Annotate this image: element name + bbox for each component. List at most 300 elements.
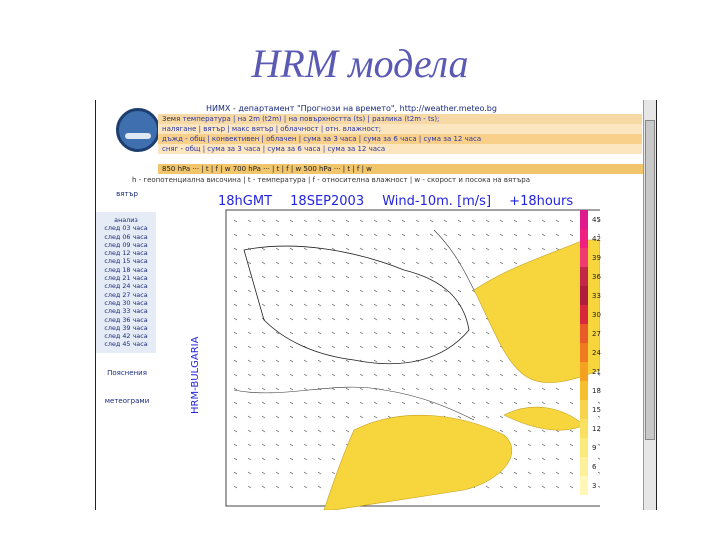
wind-arrow	[248, 472, 251, 474]
wind-arrow	[360, 388, 363, 390]
forecast-time-link[interactable]: след 27 часа	[104, 290, 148, 299]
wind-arrow	[290, 444, 293, 446]
wind-arrow	[346, 332, 349, 334]
color-scale-label: 36	[592, 272, 601, 281]
wind-arrow	[416, 332, 419, 334]
wind-arrow	[514, 430, 517, 432]
wind-arrow	[388, 248, 391, 250]
wind-arrow	[556, 472, 559, 474]
wind-arrow	[514, 234, 517, 236]
wind-arrow	[304, 472, 307, 474]
wind-arrow	[416, 374, 419, 376]
sidebar-head: вятър	[116, 190, 138, 198]
wind-arrow	[500, 486, 503, 488]
menu-row-surface[interactable]	[158, 114, 642, 124]
menu-row-text[interactable]: дъжд - общ | конвективен | облачен | сума за 3 часа | сума за 6 часа | сума за 12 часа	[162, 135, 482, 143]
wind-arrow	[290, 318, 293, 320]
wind-arrow	[430, 374, 433, 376]
wind-arrow	[332, 318, 335, 320]
color-scale-swatch	[580, 343, 588, 362]
wind-arrow	[444, 402, 447, 404]
wind-arrow	[402, 248, 405, 250]
color-scale	[580, 210, 588, 495]
wind-arrow	[262, 444, 265, 446]
forecast-time-link[interactable]: след 33 часа	[104, 307, 148, 316]
wind-arrow	[276, 248, 279, 250]
wind-arrow	[402, 290, 405, 292]
wind-arrow	[472, 276, 475, 278]
menu-row-rain[interactable]	[158, 134, 642, 144]
wind-arrow	[248, 416, 251, 418]
wind-arrow	[262, 360, 265, 362]
wind-arrow	[304, 486, 307, 488]
wind-arrow	[556, 234, 559, 236]
wind-arrow	[514, 402, 517, 404]
wind-arrow	[416, 220, 419, 222]
color-scale-label: 39	[592, 253, 601, 262]
wind-arrow	[234, 444, 237, 446]
wind-arrow	[248, 374, 251, 376]
forecast-time-link[interactable]: след 45 часа	[104, 340, 148, 349]
wind-arrow	[374, 304, 377, 306]
wind-arrow	[388, 262, 391, 264]
wind-arrow	[248, 220, 251, 222]
map-date: 18SEP2003	[290, 194, 365, 209]
wind-arrow	[318, 234, 321, 236]
color-scale-label: 18	[592, 386, 601, 395]
menu-row-text[interactable]: сняг - общ | сума за 3 часа | сума за 6 часа | сума за 12 часа	[162, 145, 386, 153]
wind-arrow	[402, 262, 405, 264]
menu-row-snow[interactable]	[158, 144, 642, 154]
wind-arrow	[542, 402, 545, 404]
wind-arrow	[444, 346, 447, 348]
wind-arrow	[374, 234, 377, 236]
wind-arrow	[430, 234, 433, 236]
wind-arrow	[304, 318, 307, 320]
wind-arrow	[262, 430, 265, 432]
wind-arrow	[234, 458, 237, 460]
wind-arrow	[318, 472, 321, 474]
forecast-time-link[interactable]: след 42 часа	[104, 332, 148, 341]
wind-arrow	[458, 360, 461, 362]
wind-arrow	[360, 262, 363, 264]
wind-arrow	[458, 388, 461, 390]
wind-arrow	[318, 290, 321, 292]
wind-arrow	[262, 402, 265, 404]
scrollbar-thumb[interactable]	[645, 120, 655, 440]
color-scale-swatch	[580, 248, 588, 267]
wind-arrow	[472, 346, 475, 348]
wind-arrow	[514, 262, 517, 264]
wind-arrow	[388, 276, 391, 278]
wind-arrow	[276, 430, 279, 432]
wind-arrow	[304, 430, 307, 432]
wind-arrow	[234, 374, 237, 376]
wind-arrow	[570, 444, 573, 446]
wind-arrow	[276, 388, 279, 390]
wind-arrow	[234, 304, 237, 306]
wind-arrow	[486, 248, 489, 250]
forecast-time-link[interactable]: след 30 часа	[104, 298, 148, 307]
wind-arrow	[234, 234, 237, 236]
wind-arrow	[430, 332, 433, 334]
wind-arrow	[248, 332, 251, 334]
forecast-time-link[interactable]: след 12 часа	[104, 249, 148, 258]
wind-arrow	[332, 262, 335, 264]
wind-arrow	[472, 318, 475, 320]
wind-arrow	[416, 346, 419, 348]
wind-arrow	[458, 234, 461, 236]
wind-arrow	[304, 290, 307, 292]
wind-arrow	[570, 430, 573, 432]
wind-arrow	[332, 276, 335, 278]
wind-arrow	[444, 220, 447, 222]
meteograms-link[interactable]: метеограми	[104, 396, 150, 405]
menu-row-text[interactable]: температура | на 2m (t2m) | на повърхността (ts) | разлика (t2m - ts);	[182, 115, 440, 123]
wind-arrow	[444, 318, 447, 320]
wind-arrow	[318, 374, 321, 376]
wind-arrow	[346, 248, 349, 250]
wind-arrow	[318, 346, 321, 348]
wind-arrow	[402, 276, 405, 278]
wind-arrow	[248, 388, 251, 390]
wind-arrow	[542, 486, 545, 488]
wind-arrow	[416, 276, 419, 278]
wind-arrow	[388, 402, 391, 404]
wind-arrow	[332, 346, 335, 348]
wind-arrow	[318, 332, 321, 334]
wind-arrow	[262, 346, 265, 348]
nimh-logo	[116, 108, 160, 152]
wind-arrow	[430, 290, 433, 292]
wind-arrow	[318, 262, 321, 264]
header-title: НИМХ - департамент "Прогнози на времето", http://weather.meteo.bg	[206, 104, 497, 113]
wind-arrow	[234, 472, 237, 474]
wind-arrow	[248, 486, 251, 488]
wind-arrow	[332, 444, 335, 446]
wind-arrow	[528, 458, 531, 460]
vertical-scrollbar[interactable]	[643, 100, 656, 510]
wind-arrow	[290, 486, 293, 488]
wind-arrow	[416, 304, 419, 306]
forecast-time-link[interactable]: след 09 часа	[104, 240, 148, 249]
wind-arrow	[430, 346, 433, 348]
wind-arrow	[346, 304, 349, 306]
wind-arrow	[416, 388, 419, 390]
wind-arrow	[360, 332, 363, 334]
wind-arrow	[360, 402, 363, 404]
wind-arrow	[570, 458, 573, 460]
menu-row-pressure[interactable]	[158, 124, 642, 134]
wind-arrow	[318, 220, 321, 222]
wind-arrow	[318, 430, 321, 432]
wind-arrow	[486, 402, 489, 404]
wind-arrow	[276, 458, 279, 460]
wind-arrow	[374, 374, 377, 376]
color-scale-label: 42	[592, 234, 601, 243]
wind-arrow	[346, 220, 349, 222]
wind-arrow	[332, 416, 335, 418]
wind-arrow	[318, 276, 321, 278]
wind-arrow	[290, 332, 293, 334]
wind-arrow	[346, 276, 349, 278]
wind-arrow	[374, 262, 377, 264]
wind-arrow	[542, 234, 545, 236]
wind-arrow	[262, 290, 265, 292]
wind-arrow	[514, 458, 517, 460]
wind-arrow	[374, 332, 377, 334]
wind-arrow	[360, 374, 363, 376]
wind-arrow	[262, 486, 265, 488]
wind-arrow	[486, 486, 489, 488]
wind-arrow	[528, 388, 531, 390]
menu-row-text[interactable]: налягане | вятър | макс вятър | облачност | отн. влажност;	[162, 125, 382, 133]
wind-arrow	[262, 416, 265, 418]
forecast-time-link[interactable]: след 24 часа	[104, 282, 148, 291]
wind-arrow	[234, 430, 237, 432]
wind-arrow	[360, 346, 363, 348]
wind-arrow	[514, 472, 517, 474]
wind-arrow	[262, 332, 265, 334]
wind-arrow	[570, 388, 573, 390]
wind-arrow	[290, 346, 293, 348]
wind-arrow	[388, 346, 391, 348]
wind-arrow	[248, 234, 251, 236]
wind-arrow	[444, 234, 447, 236]
color-scale-swatch	[580, 286, 588, 305]
wind-arrow	[234, 248, 237, 250]
wind-arrow	[304, 402, 307, 404]
forecast-time-link[interactable]: след 21 часа	[104, 274, 148, 283]
forecast-time-link[interactable]: след 39 часа	[104, 323, 148, 332]
wind-arrow	[318, 304, 321, 306]
wind-arrow	[500, 248, 503, 250]
color-scale-swatch	[580, 305, 588, 324]
wind-arrow	[304, 360, 307, 362]
wind-arrow	[500, 360, 503, 362]
wind-arrow	[332, 332, 335, 334]
wind-arrow	[430, 276, 433, 278]
wind-arrow	[248, 402, 251, 404]
wind-arrow	[556, 444, 559, 446]
wind-arrow	[276, 304, 279, 306]
wind-arrow	[430, 248, 433, 250]
wind-arrow	[318, 458, 321, 460]
wind-arrow	[570, 486, 573, 488]
forecast-time-link[interactable]: след 36 часа	[104, 315, 148, 324]
wind-arrow	[444, 360, 447, 362]
wind-arrow	[472, 402, 475, 404]
wind-arrow	[514, 248, 517, 250]
wind-arrow	[248, 304, 251, 306]
wind-arrow	[374, 220, 377, 222]
browser-screenshot	[95, 100, 657, 510]
wind-arrow	[234, 290, 237, 292]
wind-arrow	[500, 402, 503, 404]
wind-arrow	[388, 290, 391, 292]
wind-arrow	[262, 220, 265, 222]
wind-arrow	[248, 444, 251, 446]
wind-arrow	[276, 276, 279, 278]
wind-arrow	[430, 220, 433, 222]
wind-arrow	[528, 248, 531, 250]
color-scale-swatch	[580, 267, 588, 286]
wind-arrow	[290, 472, 293, 474]
wind-arrow	[472, 360, 475, 362]
color-scale-label: 33	[592, 291, 601, 300]
wind-arrow	[472, 304, 475, 306]
forecast-time-link[interactable]: след 15 часа	[104, 257, 148, 266]
yellow-wind-area-island	[504, 407, 584, 430]
wind-arrow	[290, 262, 293, 264]
wind-arrow	[332, 290, 335, 292]
wind-arrow	[416, 290, 419, 292]
wind-arrow	[542, 388, 545, 390]
wind-arrow	[332, 234, 335, 236]
wind-arrow	[276, 486, 279, 488]
wind-arrow	[486, 332, 489, 334]
wind-arrow	[556, 402, 559, 404]
wind-arrow	[276, 346, 279, 348]
color-scale-label: 24	[592, 348, 601, 357]
forecast-time-link[interactable]: след 06 часа	[104, 232, 148, 241]
wind-arrow	[416, 402, 419, 404]
wind-arrow	[248, 290, 251, 292]
wind-arrow	[374, 290, 377, 292]
pressure-levels-menu[interactable]: 850 hPa ··· | t | f | w 700 hPa ··· | t | f | w 500 hPa ··· | t | f | w	[158, 164, 646, 174]
wind-arrow	[262, 234, 265, 236]
wind-arrow	[304, 234, 307, 236]
wind-arrow	[332, 360, 335, 362]
wind-arrow	[276, 262, 279, 264]
wind-arrow	[360, 234, 363, 236]
wind-arrow	[374, 248, 377, 250]
wind-arrow	[528, 430, 531, 432]
map-lead: +18hours	[509, 194, 574, 209]
wind-arrow	[262, 458, 265, 460]
wind-arrow	[346, 262, 349, 264]
wind-arrow	[458, 374, 461, 376]
wind-arrow	[556, 458, 559, 460]
wind-arrow	[304, 388, 307, 390]
wind-arrow	[262, 472, 265, 474]
product-menu	[158, 114, 642, 154]
wind-arrow	[234, 276, 237, 278]
color-scale-swatch	[580, 210, 588, 229]
wind-arrow	[248, 430, 251, 432]
wind-arrow	[346, 430, 349, 432]
forecast-time-link[interactable]: след 03 часа	[104, 224, 148, 233]
wind-arrow	[402, 374, 405, 376]
wind-arrow	[388, 318, 391, 320]
wind-arrow	[346, 234, 349, 236]
wind-arrow	[234, 346, 237, 348]
wind-arrow	[346, 402, 349, 404]
wind-arrow	[374, 402, 377, 404]
wind-arrow	[374, 360, 377, 362]
wind-arrow	[542, 248, 545, 250]
wind-arrow	[528, 234, 531, 236]
map-time: 18hGMT	[218, 194, 273, 209]
wind-arrow	[500, 374, 503, 376]
wind-arrow	[542, 458, 545, 460]
color-scale-swatch	[580, 457, 588, 476]
wind-arrow	[234, 416, 237, 418]
wind-arrow	[276, 360, 279, 362]
wind-arrow	[360, 276, 363, 278]
wind-arrow	[234, 220, 237, 222]
list-title[interactable]: анализ	[114, 216, 138, 224]
wind-arrow	[234, 486, 237, 488]
wind-arrow	[276, 402, 279, 404]
wind-arrow	[332, 458, 335, 460]
wind-arrow	[318, 444, 321, 446]
wind-arrow	[290, 304, 293, 306]
wind-arrow	[402, 346, 405, 348]
wind-arrow	[500, 262, 503, 264]
wind-arrow	[360, 416, 363, 418]
wind-arrow	[388, 304, 391, 306]
wind-arrow	[542, 220, 545, 222]
color-scale-swatch	[580, 438, 588, 457]
wind-arrow	[248, 360, 251, 362]
color-scale-swatch	[580, 381, 588, 400]
wind-arrow	[528, 444, 531, 446]
wind-arrow	[346, 388, 349, 390]
wind-arrow	[556, 248, 559, 250]
wind-arrow	[332, 402, 335, 404]
wind-arrow	[528, 472, 531, 474]
wind-arrow	[304, 374, 307, 376]
wind-arrow	[486, 360, 489, 362]
map-canvas	[204, 190, 600, 510]
wind-arrow	[276, 234, 279, 236]
wind-arrow	[458, 290, 461, 292]
wind-arrow	[458, 402, 461, 404]
explanations-link[interactable]: Пояснения	[107, 368, 147, 377]
wind-arrow	[248, 458, 251, 460]
wind-arrow	[388, 234, 391, 236]
wind-arrow	[542, 472, 545, 474]
wind-arrow	[514, 388, 517, 390]
wind-arrow	[346, 290, 349, 292]
wind-arrow	[248, 262, 251, 264]
wind-arrow	[332, 304, 335, 306]
wind-arrow	[500, 430, 503, 432]
color-scale-swatch	[580, 400, 588, 419]
wind-arrow	[318, 318, 321, 320]
wind-arrow	[486, 276, 489, 278]
wind-arrow	[444, 276, 447, 278]
wind-arrow	[444, 388, 447, 390]
wind-arrow	[332, 472, 335, 474]
forecast-time-link[interactable]: след 18 часа	[104, 265, 148, 274]
wind-arrow	[234, 402, 237, 404]
time-sidebar	[96, 190, 158, 510]
color-scale-label: 27	[592, 329, 601, 338]
wind-arrow	[458, 346, 461, 348]
wind-arrow	[458, 276, 461, 278]
wind-arrow	[556, 220, 559, 222]
wind-arrow	[514, 374, 517, 376]
color-scale-label: 6	[592, 462, 597, 471]
color-scale-label: 30	[592, 310, 601, 319]
wind-arrow	[402, 388, 405, 390]
wind-arrow	[500, 388, 503, 390]
wind-arrow	[528, 220, 531, 222]
wind-arrow	[430, 304, 433, 306]
wind-arrow	[346, 360, 349, 362]
